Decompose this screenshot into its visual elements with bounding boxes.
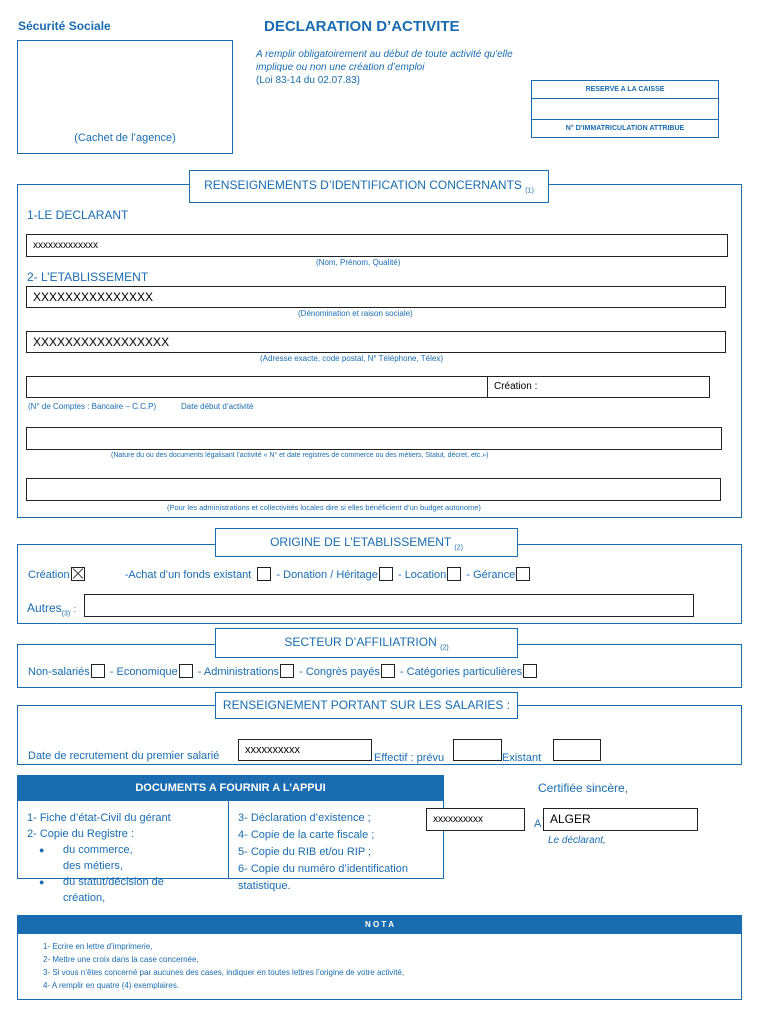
document-bullet-item: ● du statut/décision de (39, 876, 164, 888)
origine-gerance-label: - Gérance (466, 569, 516, 581)
date-recrutement-label: Date de recrutement du premier salarié (28, 750, 220, 762)
reserve-box (531, 80, 719, 138)
bullet-text: des métiers, (63, 860, 123, 872)
document-item: 4- Copie de la carte fiscale ; (238, 829, 375, 841)
address-field[interactable]: XXXXXXXXXXXXXXXXX (26, 331, 726, 353)
subtitle (256, 48, 513, 87)
bullet-text: création, (63, 892, 106, 904)
origine-location-checkbox[interactable] (447, 567, 461, 581)
secteur-economique-label: - Economique (109, 666, 178, 678)
stamp-label: (Cachet de l’agence) (74, 132, 176, 144)
subtitle-line-1: A remplir obligatoirement au début de toute activité qu'elle (256, 49, 513, 60)
secteur-categories-checkbox[interactable] (523, 664, 537, 678)
origine-donation-label: - Donation / Héritage (276, 569, 378, 581)
secteur-administrations-checkbox[interactable] (280, 664, 294, 678)
existant-field[interactable] (553, 739, 601, 761)
origine-header-text: ORIGINE DE L’ETABLISSEMENT (270, 535, 452, 549)
origine-donation-checkbox[interactable] (379, 567, 393, 581)
admin-field[interactable] (26, 478, 721, 501)
denomination-caption: (Dénomination et raison sociale) (298, 309, 413, 318)
autres-field[interactable] (84, 594, 694, 617)
documents-left-column (27, 810, 171, 906)
accounts-field[interactable] (26, 376, 488, 398)
nota-item: 2- Mettre une croix dans la case concernée, (43, 955, 199, 964)
effectif-prevu-label: Effectif : prévu (374, 752, 445, 764)
date-caption: Date début d’activité (181, 402, 254, 411)
document-item: statistique. (238, 880, 291, 892)
document-bullet-item (39, 858, 171, 874)
address-caption: (Adresse exacte, code postal, N° Téléphone, Télex) (260, 354, 444, 363)
origine-creation-label: Création (28, 569, 70, 581)
document-bullet-item: ● du commerce, (39, 844, 133, 856)
secteur-congres-checkbox[interactable] (381, 664, 395, 678)
document-item: 5- Copie du RIB et/ou RIP ; (238, 846, 372, 858)
declarant-caption: (Nom, Prénom, Qualité) (316, 258, 401, 267)
bullet-text: du statut/décision de (63, 876, 164, 888)
etablissement-title: 2- L’ETABLISSEMENT (27, 270, 149, 284)
secteur-header (215, 628, 518, 658)
autres-label: Autres (27, 601, 62, 615)
nota-list (43, 940, 404, 992)
reserve-label: RESERVE A LA CAISSE (532, 81, 718, 99)
reserve-field[interactable] (532, 99, 718, 120)
existant-label: Existant (502, 752, 542, 764)
place-field[interactable]: xxxxxxxxxx (426, 808, 525, 831)
nature-field[interactable] (26, 427, 722, 450)
agency-stamp-box (17, 40, 233, 154)
origine-achat-label: -Achat d’un fonds existant (124, 569, 252, 581)
salaries-header-text: RENSEIGNEMENT PORTANT SUR LES SALARIES : (222, 698, 511, 712)
date-recrutement-field[interactable]: xxxxxxxxxx (238, 739, 372, 761)
city-field[interactable]: ALGER (543, 808, 698, 831)
secteur-congres-label: - Congrès payés (299, 666, 380, 678)
creation-date-label: Création : (494, 381, 538, 392)
origine-header (215, 528, 518, 557)
law-reference: (Loi 83-14 du 02.07.83) (256, 75, 360, 86)
nota-item: 1- Ecrire en lettre d’imprimerie, (43, 942, 153, 951)
creation-date-field[interactable] (487, 376, 710, 398)
identification-header-note: (1) (525, 187, 534, 195)
subtitle-line-2: implique ou non une création d’emploi (256, 62, 425, 73)
effectif-prevu-field[interactable] (453, 739, 502, 761)
document-item: 1- Fiche d’état-Civil du gérant (27, 812, 171, 824)
identification-header (189, 170, 549, 203)
origine-header-note: (2) (454, 544, 463, 552)
accounts-caption: (N° de Comptes : Bancaire – C.C.P) (28, 402, 157, 411)
declarant-title: 1-LE DECLARANT (27, 208, 129, 222)
origine-creation-checkbox[interactable] (71, 567, 85, 581)
org-name: Sécurité Sociale (18, 19, 111, 33)
a-label: A (534, 818, 542, 830)
admin-caption: (Pour les administrations et collectivités locales dire si elles bénéficient d’un budget autonome) (167, 503, 481, 512)
nota-item: 3- Si vous n’êtes concerné par aucunes des cases, indiquer en toutes lettres l’origine de votre activité, (43, 968, 405, 977)
autres-colon: : (73, 604, 77, 614)
autres-row (27, 601, 76, 617)
origine-options (28, 567, 532, 581)
bullet-text: du commerce, (63, 844, 133, 856)
nota-item: 4- A remplir en quatre (4) exemplaires. (43, 981, 180, 990)
identification-header-text: RENSEIGNEMENTS D’IDENTIFICATION CONCERNANTS (204, 178, 522, 192)
autres-note: (3) (61, 610, 71, 618)
secteur-administrations-label: - Administrations (197, 666, 280, 678)
salaries-header (215, 692, 518, 719)
secteur-options (28, 664, 539, 678)
document-item: 2- Copie du Registre : (27, 828, 134, 840)
certified-label: Certifiée sincère, (538, 781, 629, 795)
origine-gerance-checkbox[interactable] (516, 567, 530, 581)
secteur-header-note: (2) (440, 644, 449, 652)
documents-divider (228, 801, 229, 879)
origine-location-label: - Location (397, 569, 447, 581)
documents-right-column (238, 810, 408, 895)
page-title: DECLARATION D’ACTIVITE (264, 18, 460, 35)
nota-header: N O T A (17, 915, 742, 934)
denomination-field[interactable]: XXXXXXXXXXXXXXX (26, 286, 726, 308)
secteur-non-salaries-checkbox[interactable] (91, 664, 105, 678)
secteur-header-text: SECTEUR D’AFFILIATRION (284, 635, 437, 649)
declarant-signature-label: Le déclarant, (548, 835, 606, 846)
declarant-field[interactable]: xxxxxxxxxxxxx (26, 234, 728, 257)
secteur-categories-label: - Catégories particulières (399, 666, 523, 678)
origine-achat-checkbox[interactable] (257, 567, 271, 581)
document-bullet-item (39, 890, 171, 906)
documents-header: DOCUMENTS A FOURNIR A L’APPUI (17, 775, 444, 801)
nature-caption: (Nature du ou des documents légalisant l’activité « N° et date registres de commerce ou des métiers, Statut, décret, etc.») (111, 452, 489, 459)
document-item: 6- Copie du numéro d’identification (238, 863, 408, 875)
secteur-non-salaries-label: Non-salariés (28, 666, 90, 678)
document-item: 3- Déclaration d’existence ; (238, 812, 371, 824)
secteur-economique-checkbox[interactable] (179, 664, 193, 678)
immat-label: N° D’IMMATRICULATION ATTRIBUE (565, 125, 685, 132)
